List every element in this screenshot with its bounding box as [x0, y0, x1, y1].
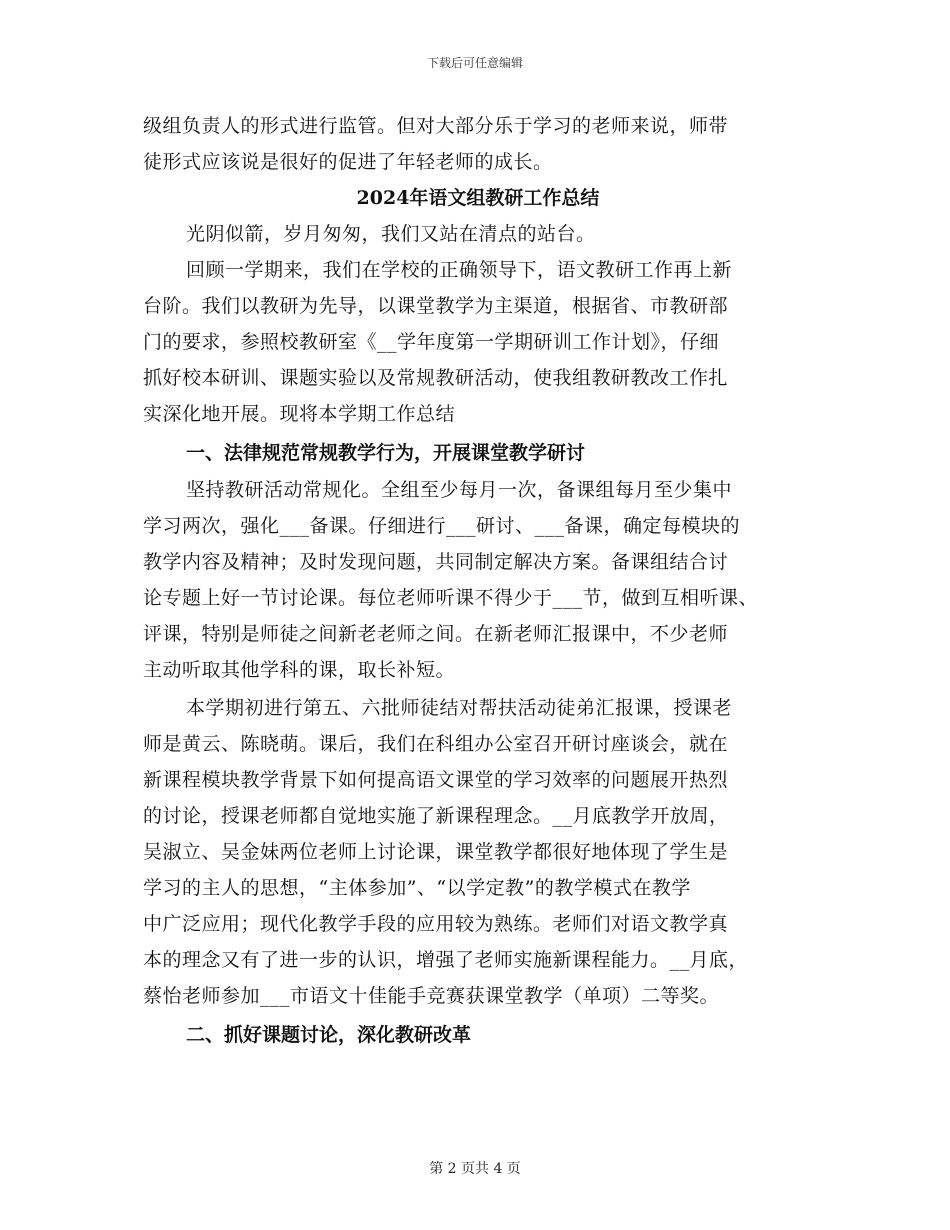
body-line: 学习两次，强化___备课。仔细进行___研讨、___备课，确定每模块的	[143, 515, 741, 537]
body-line: 抓好校本研训、课题实验以及常规教研活动，使我组教研教改工作扎	[143, 367, 729, 389]
body-line: 台阶。我们以教研为先导，以课堂教学为主渠道，根据省、市教研部	[143, 295, 729, 317]
body-line: 本学期初进行第五、六批师徒结对帮扶活动徒弟汇报课，授课老	[186, 697, 733, 719]
body-line: 主动听取其他学科的课，取长补短。	[143, 659, 456, 681]
body-line: 本的理念又有了进一步的认识，增强了老师实施新课程能力。__月底，	[143, 949, 749, 971]
body-line: 新课程模块教学背景下如何提高语文课堂的学习效率的问题展开热烈	[143, 769, 729, 791]
body-line: 回顾一学期来，我们在学校的正确领导下，语文教研工作再上新	[186, 259, 733, 281]
document-body	[143, 108, 813, 1054]
body-line: 蔡怡老师参加___市语文十佳能手竞赛获课堂教学（单项）二等奖。	[143, 985, 720, 1007]
body-line: 论专题上好一节讨论课。每位老师听课不得少于___节，做到互相听课、	[143, 587, 759, 609]
body-line: 光阴似箭，岁月匆匆，我们又站在清点的站台。	[186, 223, 596, 245]
body-line: 评课，特别是师徒之间新老老师之间。在新老师汇报课中，不少老师	[143, 623, 729, 645]
section-heading: 二、抓好课题讨论，深化教研改革	[186, 1024, 472, 1046]
body-line: 学习的主人的思想，“主体参加”、“以学定教”的教学模式在教学	[143, 877, 691, 899]
body-line: 级组负责人的形式进行监管。但对大部分乐于学习的老师来说，师带	[143, 115, 729, 137]
body-line: 的讨论，授课老师都自觉地实施了新课程理念。__月底教学开放周，	[143, 805, 729, 827]
page-footer: 第 2 页共 4 页	[429, 1161, 521, 1177]
body-line: 师是黄云、陈晓萌。课后，我们在科组办公室召开研讨座谈会，就在	[143, 733, 729, 755]
body-line: 实深化地开展。现将本学期工作总结	[143, 403, 456, 425]
body-line: 中广泛应用；现代化教学手段的应用较为熟练。老师们对语文教学真	[143, 913, 729, 935]
body-line: 吴淑立、吴金妹两位老师上讨论课，课堂教学都很好地体现了学生是	[143, 841, 729, 863]
body-line: 门的要求，参照校教研室《__学年度第一学期研训工作计划》，仔细	[143, 331, 720, 353]
section-heading: 一、法律规范常规教学行为，开展课堂教学研讨	[186, 442, 586, 464]
document-title: 2024年语文组教研工作总结	[356, 187, 600, 209]
body-line: 教学内容及精神；及时发现问题，共同制定解决方案。备课组结合讨	[143, 551, 729, 573]
body-line: 徒形式应该说是很好的促进了年轻老师的成长。	[143, 151, 553, 173]
body-line: 坚持教研活动常规化。全组至少每月一次，备课组每月至少集中	[186, 479, 733, 501]
page-header: 下载后可任意编辑	[426, 56, 523, 70]
